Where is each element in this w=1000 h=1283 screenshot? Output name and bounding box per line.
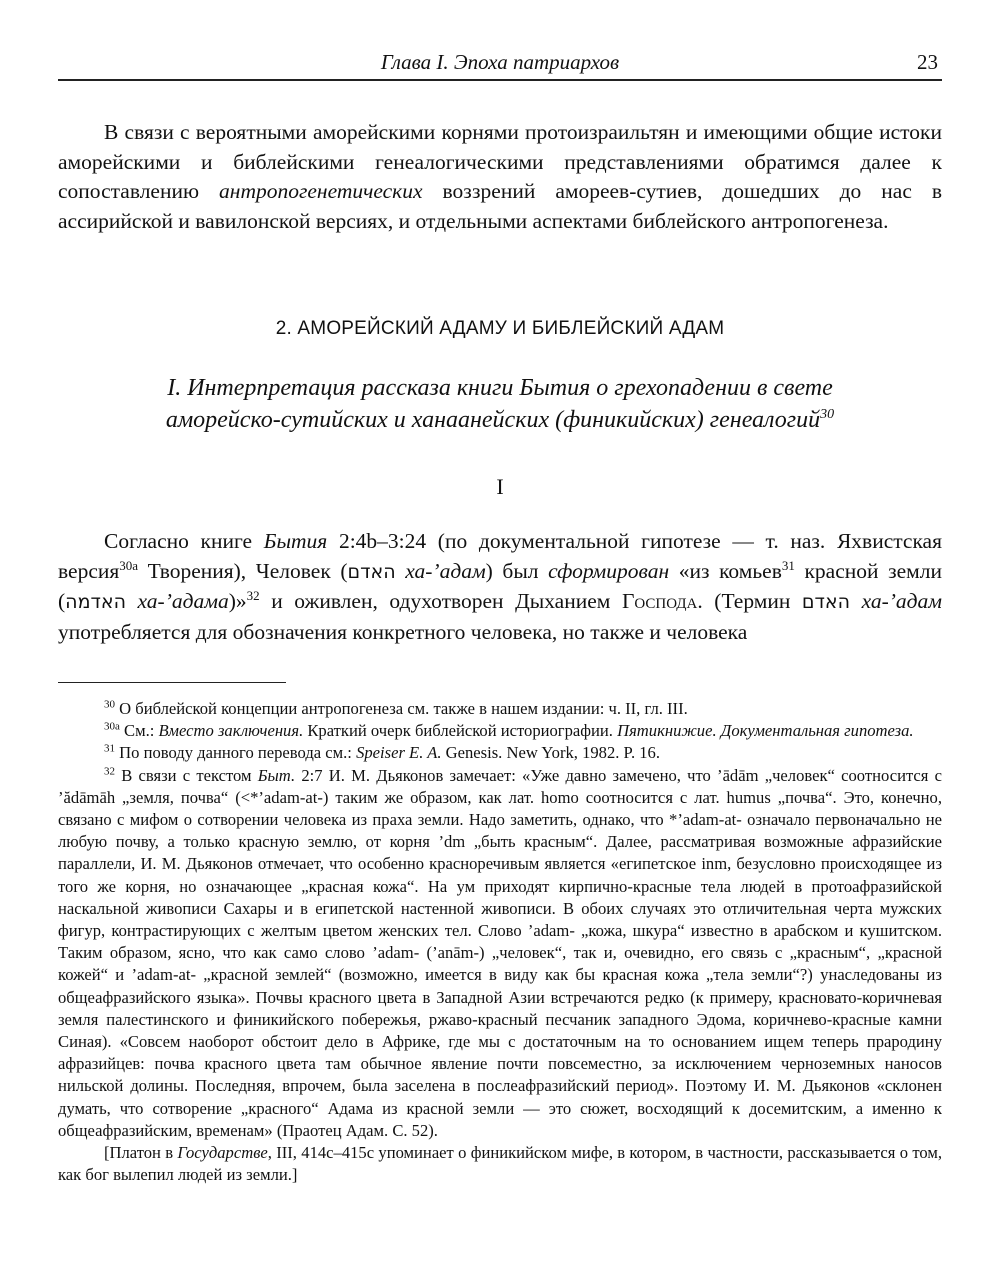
plato-text-a: [Платон в (104, 1143, 178, 1163)
footnote-30 (58, 698, 942, 720)
footnote-plato-note (58, 1142, 942, 1186)
footnote-31-text-a: По поводу данного перевода см.: (115, 743, 357, 763)
footnote-30a-text-b: Краткий очерк библейской историографии. (303, 721, 618, 741)
footnote-30a-text-a: См.: (119, 721, 159, 741)
footnote-31-text-b: Genesis. New York, 1982. P. 16. (441, 743, 660, 763)
footnote-30a-italic-1: Вместо заключения. (158, 721, 304, 741)
footnote-number-30a: 30a (104, 720, 120, 733)
main-text-f: красной земли ( (58, 558, 942, 613)
main-paragraph (58, 527, 942, 647)
translit-ha-adam: ха-’адам (395, 558, 486, 583)
footnote-32-text-a: В связи с текстом (115, 765, 258, 785)
intro-text-2: воззрений амореев-сутиев, дошедших до нас в ассирийской и вавилонской версиях, и отдельными аспектами библейского антропогенеза. (58, 179, 943, 233)
sub-heading (100, 372, 900, 436)
translit-ha-adam-2: ха-’адам (861, 589, 942, 613)
sub-heading-line-2-text: аморейско-сутийских и ханаанейских (финикийских) генеалогий (165, 407, 821, 433)
intro-paragraph-block (58, 118, 942, 236)
running-head (58, 48, 942, 76)
footnote-number-32: 32 (104, 765, 115, 778)
hebrew-word-haadama: האדמה (65, 591, 126, 613)
footnote-32 (58, 765, 942, 1142)
main-text-b: 2:4b–3:24 (по документальной гипотезе — т. наз. Яхвистская версия (58, 529, 942, 583)
footnote-30a-italic-2: Пятикнижие. Документальная гипотеза. (617, 721, 914, 741)
book-title-genesis: Бытия (263, 529, 328, 553)
footnote-ref-32: 32 (246, 587, 260, 603)
hebrew-word-haadam: האדם (347, 560, 396, 583)
main-text-a: Согласно книге (104, 529, 264, 553)
sub-heading-line-1: I. Интерпретация рассказа книги Бытия о грехопадении в свете (167, 375, 833, 401)
main-text-e: «из комьев (669, 558, 782, 583)
smallcaps-lord: Господа (621, 589, 698, 613)
footnote-30a (58, 720, 942, 742)
plato-text-b: , III, 414c–415c упоминает о финикийском мифе, в котором, в частности, рассказывается о том, как бог вылепил людей из земли.] (58, 1143, 942, 1185)
main-text-g: )» (228, 589, 247, 613)
translit-ha-adama: ха-’адама (125, 589, 229, 613)
intro-paragraph (58, 118, 942, 236)
footnote-31 (58, 742, 942, 764)
italic-formed: сформирован (548, 558, 670, 583)
footnotes (58, 698, 942, 1186)
plato-italic-republic: Государстве (177, 1143, 268, 1163)
main-text-i: . (Термин (697, 589, 802, 613)
footnote-32-text-b: 2:7 И. М. Дьяконов замечает: «Уже давно замечено, что ’ādām „человек“ соотносится с ’ădāmāh „земля, почва“ (<*’adam-at-) таким же образом, как лат. homo соотносится с лат. humus „почва“. Это, конечно, связано с мифом о сотворении человека из праха земли. Надо заметить, однако, что *’adam-at- означало первоначально не любую почву, а только красную землю, от корня ’dm „быть красным“. Далее, рассматривая возможные афразийские параллели, И. М. Дьяконов отмечает, что особенно красноречивым является «египетское inm, безусловно происходящее из того же корня, но означающее „красная кожа“. На ум приходят кирпично-красные тела людей в протоафразийской наскальной живописи Сахары и в египетской настенной живописи. В обоих случаях это отличительная черта мужских фигур, контрастирующих с желтым цветом женских тел. Слово ’adam- „кожа, шкура“ известно в арабском и кушитском. Таким образом, ясно, что как само слово ’adam- (’anām-) „человек“, так и, очевидно, его связь с „красным“, „красной кожей“ и ’adam-at- „красной землей“ (возможно, имеется в виду как бы красная кожа „тела земли“?) унаследованы из общеафразийского языка». Почвы красного цвета в Западной Азии встречаются редко (к примеру, красновато-коричневая земля палестинского и финикийского побережья, ржаво-красный песчаник западного Эдома, коричнево-красные камни Синая). «Совсем наоборот обстоит дело в Африке, где мы с достаточным на то основанием ищем теперь прародину афразийцев: почва красного цвета там обычное явление почти повсеместно, за исключением черноземных наносов нильской долины. Последняя, впрочем, была заселена в послеафразийский период». Поэтому И. М. Дьяконов «склонен думать, что сотворение „красного“ Адама из красной земли — это сюжет, восходящий к досемитским, а именно к общеафразийским, временам» (Праотец Адам. С. 52). (58, 765, 942, 1140)
sub-heading-line-2 (100, 404, 900, 436)
intro-italic-term: антропогенетических (219, 179, 423, 203)
main-paragraph-block (58, 527, 942, 647)
intro-text-1: В связи с вероятными аморейскими корнями протоизраильтян и имеющими общие истоки аморейскими и библейскими генеалогическими представлениями обратимся далее к сопоставлению (58, 120, 942, 203)
footnote-32-italic: Быт. (257, 765, 296, 785)
footnote-rule (58, 682, 286, 683)
main-text-h: и оживлен, одухотворен Дыханием (259, 589, 622, 613)
footnote-30-text: О библейской концепции антропогенеза см. также в нашем издании: ч. II, гл. III. (115, 699, 688, 718)
main-text-c: Творения), Человек ( (138, 558, 348, 583)
main-text-d: ) был (485, 558, 549, 583)
footnote-31-author: Speiser E. A. (356, 743, 442, 763)
roman-numeral: I (496, 474, 504, 499)
hebrew-word-haadam-2: האדם (801, 591, 850, 613)
header-rule (58, 79, 942, 81)
footnote-number-31: 31 (104, 742, 115, 755)
section-heading: 2. АМОРЕЙСКИЙ АДАМУ И БИБЛЕЙСКИЙ АДАМ (275, 318, 725, 339)
footnote-number-30: 30 (104, 698, 115, 711)
footnote-ref-30: 30 (820, 407, 835, 422)
footnote-ref-31: 31 (781, 557, 795, 573)
running-title: Глава I. Эпоха патриархов (380, 50, 620, 74)
footnote-ref-30a: 30a (119, 557, 139, 573)
main-text-k: употребляется для обозначения конкретного человека, но также и человека (58, 619, 748, 644)
page-number: 23 (917, 50, 938, 74)
